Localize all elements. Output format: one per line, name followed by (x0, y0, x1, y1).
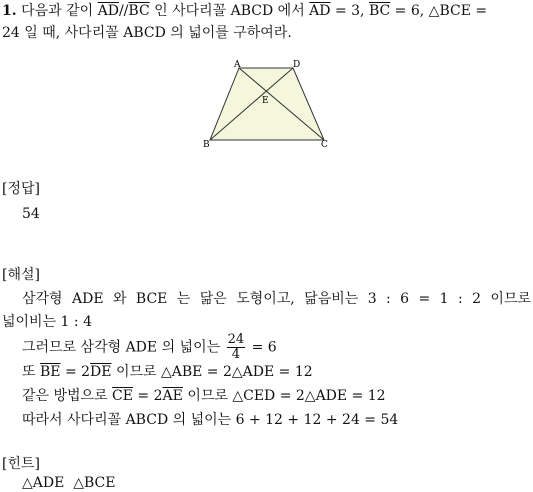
segment-ce: $\overline{CE}$ (112, 388, 133, 404)
hint-header: [힌트] (2, 456, 40, 472)
problem-text: = 3, (330, 3, 369, 19)
label-b: B (203, 140, 210, 150)
segment-bc-length: $\overline{BC}$ (368, 3, 391, 19)
problem-line-1 (2, 2, 487, 20)
label-d: D (293, 60, 301, 70)
label-c: C (321, 140, 328, 150)
solution-header: [해설] (2, 267, 40, 283)
label-e: E (262, 96, 269, 106)
solution-text: 그러므로 삼각형 ADE 의 넓이는 (22, 339, 225, 356)
solution-line-6: 따라서 사다리꼴 ABCD 의 넓이는 6 + 12 + 12 + 24 = 54 (22, 412, 399, 428)
fraction-numerator: 24 (227, 332, 245, 347)
solution-line-3 (22, 333, 277, 362)
segment-ae: $\overline{AE}$ (162, 388, 183, 404)
solution-text: 같은 방법으로 (22, 388, 113, 404)
problem-line-2: 24 일 때, 사다리꼴 ABCD 의 넓이를 구하여라. (2, 25, 292, 41)
problem-text: 인 사다리꼴 ABCD 에서 (149, 3, 310, 19)
solution-text: = 2 (132, 388, 163, 404)
segment-ad: $\overline{AD}$ (97, 3, 119, 19)
problem-text: 다음과 같이 (21, 3, 98, 19)
segment-de: $\overline{DE}$ (90, 364, 112, 380)
parallel-symbol: // (118, 3, 129, 19)
segment-be: $\overline{BE}$ (39, 364, 61, 380)
fraction (227, 333, 246, 362)
solution-line-2: 넓이비는 1 : 4 (2, 314, 92, 330)
problem-text: = 6, △BCE = (390, 3, 488, 19)
solution-text: = 6 (247, 339, 277, 356)
answer-value: 54 (22, 206, 40, 222)
problem-number: 1. (2, 3, 17, 19)
solution-text: 또 (22, 364, 40, 380)
answer-header: [정답] (2, 181, 40, 197)
solution-text: 이므로 △ABE = 2△ADE = 12 (111, 364, 313, 380)
solution-text: 이므로 △CED = 2△ADE = 12 (182, 388, 386, 404)
fraction-denominator: 4 (231, 347, 240, 362)
segment-ad-length: $\overline{AD}$ (309, 3, 331, 19)
hint-text: △ADE △BCE (22, 475, 116, 491)
segment-bc: $\overline{BC}$ (128, 3, 150, 19)
solution-text: = 2 (60, 364, 91, 380)
solution-line-1: 삼각형 ADE 와 BCE 는 닮은 도형이고, 닮음비는 3 : 6 = 1 : 2 이므로 (22, 291, 531, 307)
solution-line-5 (22, 387, 386, 405)
solution-line-4 (22, 363, 313, 381)
label-a: A (234, 60, 241, 70)
trapezoid-figure (200, 56, 335, 151)
